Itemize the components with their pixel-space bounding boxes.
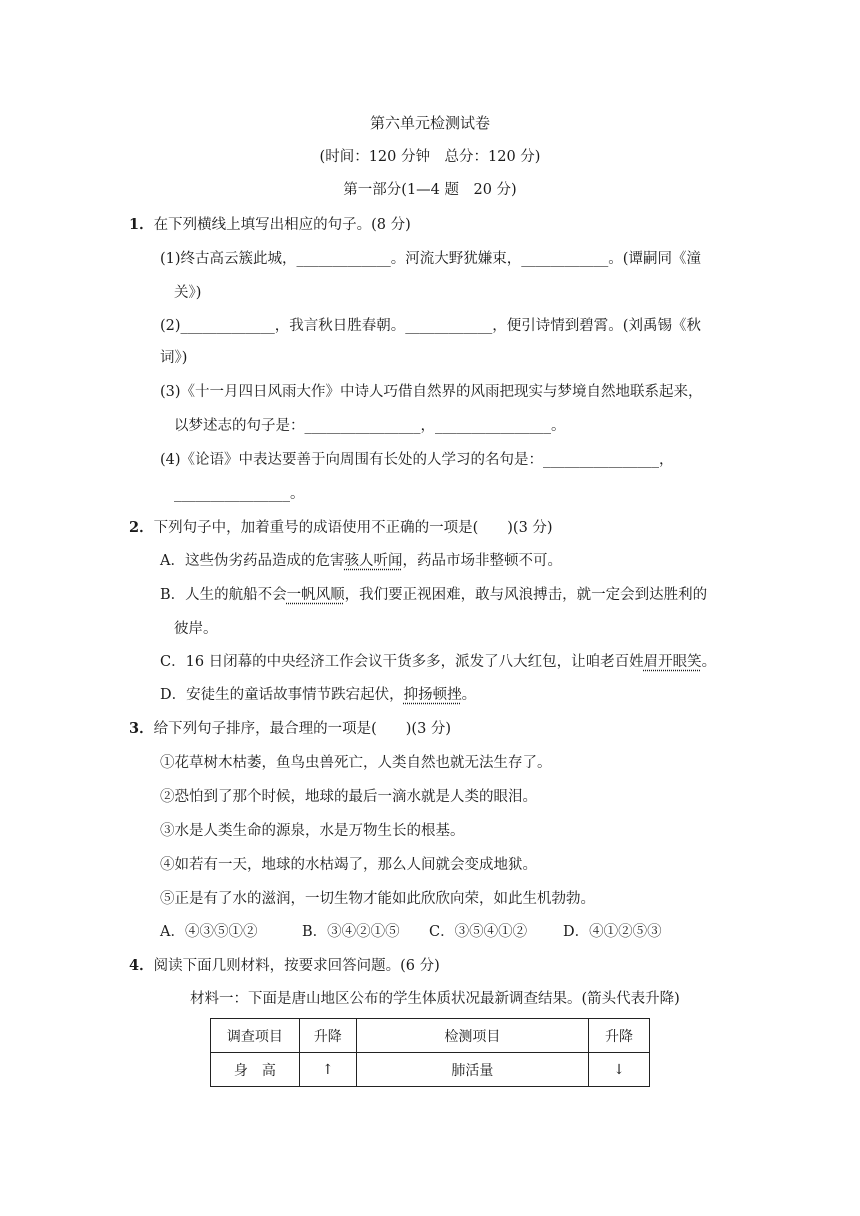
option-text: ，药品市场非整顿不可。 [402,553,562,569]
material-one-caption: 材料一：下面是唐山地区公布的学生体质状况最新调查结果。(箭头代表升降) [190,991,680,1007]
q2-option-b [160,585,707,605]
table-header-row [211,1019,650,1053]
table-cell: 身 高 [211,1053,300,1087]
emphasized-idiom: 抑扬顿挫 [403,687,462,703]
q2-option-d [160,685,476,705]
question-stem: 在下列横线上填写出相应的句子。(8 分) [153,217,411,233]
q3-option-a: A．④③⑤①② [160,924,258,940]
question-stem: 阅读下面几则材料，按要求回答问题。(6 分) [153,958,440,974]
option-text: A．这些伪劣药品造成的危害 [160,553,345,569]
q1-item-4-line-1: (4)《论语》中表达要善于向周围有长处的人学习的名句是：________________， [160,452,674,468]
option-text: 。 [461,687,477,703]
emphasized-idiom: 眉开眼笑 [643,654,702,670]
question-2 [129,518,553,538]
q3-sentence-5: ⑤正是有了水的滋润，一切生物才能如此欣欣向荣，如此生机勃勃。 [160,891,595,907]
q1-item-4-line-2: ________________。 [174,486,305,502]
table-cell: ↓ [589,1053,650,1087]
question-4 [129,956,440,976]
table-cell: ↑ [299,1053,356,1087]
q2-option-b-line-2: 彼岸。 [174,621,218,637]
option-text: ，我们要正视困难，敢与风浪搏击，就一定会到达胜利的 [344,587,708,603]
q1-item-2-line-2: 词》) [160,350,188,366]
q3-option-d: D．④①②⑤③ [563,924,662,940]
q3-sentence-1: ①花草树木枯萎，鱼鸟虫兽死亡，人类自然也就无法生存了。 [160,755,552,771]
exam-title: 第六单元检测试卷 [369,114,490,132]
table-header-cell: 升降 [589,1019,650,1053]
q3-option-c: C．③⑤④①② [429,924,528,940]
option-text: C．16 日闭幕的中央经济工作会议干货多多，派发了八大红包，让咱老百姓 [160,654,644,670]
q1-item-3-line-1: (3)《十一月四日风雨大作》中诗人巧借自然界的风雨把现实与梦境自然地联系起来， [160,384,703,400]
question-number: 2． [129,519,154,536]
q1-item-1-line-2: 关》) [174,285,202,301]
table-header-cell: 升降 [299,1019,356,1053]
question-stem: 下列句子中，加着重号的成语使用不正确的一项是( )(3 分) [153,520,553,536]
question-stem: 给下列句子排序，最合理的一项是( )(3 分) [153,721,452,737]
q1-item-1-line-1: (1)终古高云簇此城，_____________。河流大野犹嫌束，____________。(谭嗣同《潼 [160,251,701,267]
exam-subtitle: (时间：120 分钟 总分：120 分) [319,149,541,165]
table-header-cell: 调查项目 [211,1019,300,1053]
part-heading: 第一部分(1—4 题 20 分) [343,182,517,198]
question-1 [129,215,411,235]
q1-item-3-line-2: 以梦述志的句子是：________________，________________。 [174,418,566,434]
question-number: 1． [129,216,154,233]
table-cell: 肺活量 [356,1053,588,1087]
question-3 [129,719,451,739]
q3-sentence-4: ④如若有一天，地球的水枯竭了，那么人间就会变成地狱。 [160,857,537,873]
q3-sentence-3: ③水是人类生命的源泉，水是万物生长的根基。 [160,823,465,839]
q2-option-a [160,551,562,571]
table-row [211,1053,650,1087]
q1-item-2-line-1: (2)_____________，我言秋日胜春朝。____________，便引诗情到碧霄。(刘禹锡《秋 [160,318,701,334]
option-text: B．人生的航船不会 [160,587,287,603]
emphasized-idiom: 一帆风顺 [286,587,345,603]
question-number: 3． [129,720,154,737]
option-text: D．安徒生的童话故事情节跌宕起伏， [160,687,404,703]
emphasized-idiom: 骇人听闻 [344,553,403,569]
q3-option-b: B．③④②①⑤ [302,924,400,940]
question-number: 4． [129,957,154,974]
q2-option-c [160,652,716,672]
q3-sentence-2: ②恐怕到了那个时候，地球的最后一滴水就是人类的眼泪。 [160,789,537,805]
table-header-cell: 检测项目 [356,1019,588,1053]
survey-table [210,1018,650,1087]
q3-options [160,922,662,942]
option-text: 。 [701,654,717,670]
